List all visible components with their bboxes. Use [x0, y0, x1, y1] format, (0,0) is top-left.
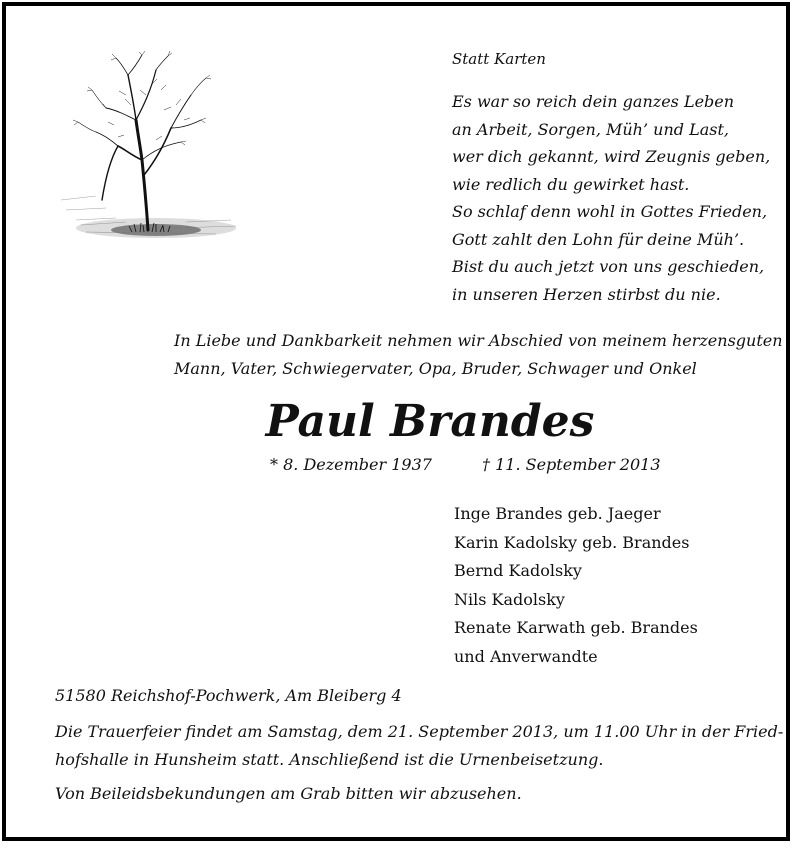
intro-line: In Liebe und Dankbarkeit nehmen wir Abschied von meinem herzensguten: [174, 331, 783, 350]
funeral-line: Die Trauerfeier findet am Samstag, dem 21. September 2013, um 11.00 Uhr in der Fried-: [55, 722, 784, 741]
mourner: und Anverwandte: [454, 646, 598, 666]
mourner: Nils Kadolsky: [454, 589, 565, 609]
mourner: Karin Kadolsky geb. Brandes: [454, 532, 690, 552]
poem-line: So schlaf denn wohl in Gottes Frieden,: [452, 202, 768, 221]
tree-illustration: [56, 50, 242, 250]
statt-karten-label: Statt Karten: [452, 50, 546, 68]
farewell-intro: [174, 327, 783, 383]
death-date: † 11. September 2013: [482, 455, 661, 474]
funeral-line: hofshalle in Hunsheim statt. Anschließend ist die Urnenbeisetzung.: [55, 750, 604, 769]
intro-line: Mann, Vater, Schwiegervater, Opa, Bruder, Schwager und Onkel: [174, 359, 697, 378]
mourner: Inge Brandes geb. Jaeger: [454, 504, 661, 523]
poem-line: Gott zahlt den Lohn für deine Müh’.: [452, 229, 745, 249]
mourner: Renate Karwath geb. Brandes: [454, 618, 698, 637]
poem-line: in unseren Herzen stirbst du nie.: [452, 284, 721, 304]
birth-date: * 8. Dezember 1937: [270, 455, 432, 474]
address: 51580 Reichshof-Pochwerk, Am Bleiberg 4: [55, 686, 402, 705]
poem: [452, 88, 770, 308]
deceased-name: Paul Brandes: [265, 396, 595, 447]
funeral-info: [55, 718, 784, 774]
mourners-list: [454, 500, 698, 671]
condolence-note: Von Beileidsbekundungen am Grab bitten wir abzusehen.: [55, 784, 522, 803]
poem-line: Bist du auch jetzt von uns geschieden,: [452, 257, 765, 276]
poem-line: wer dich gekannt, wird Zeugnis geben,: [452, 147, 771, 166]
poem-line: Es war so reich dein ganzes Leben: [452, 92, 735, 111]
mourner: Bernd Kadolsky: [454, 561, 582, 580]
poem-line: an Arbeit, Sorgen, Müh’ und Last,: [452, 119, 729, 139]
poem-line: wie redlich du gewirket hast.: [452, 174, 690, 194]
